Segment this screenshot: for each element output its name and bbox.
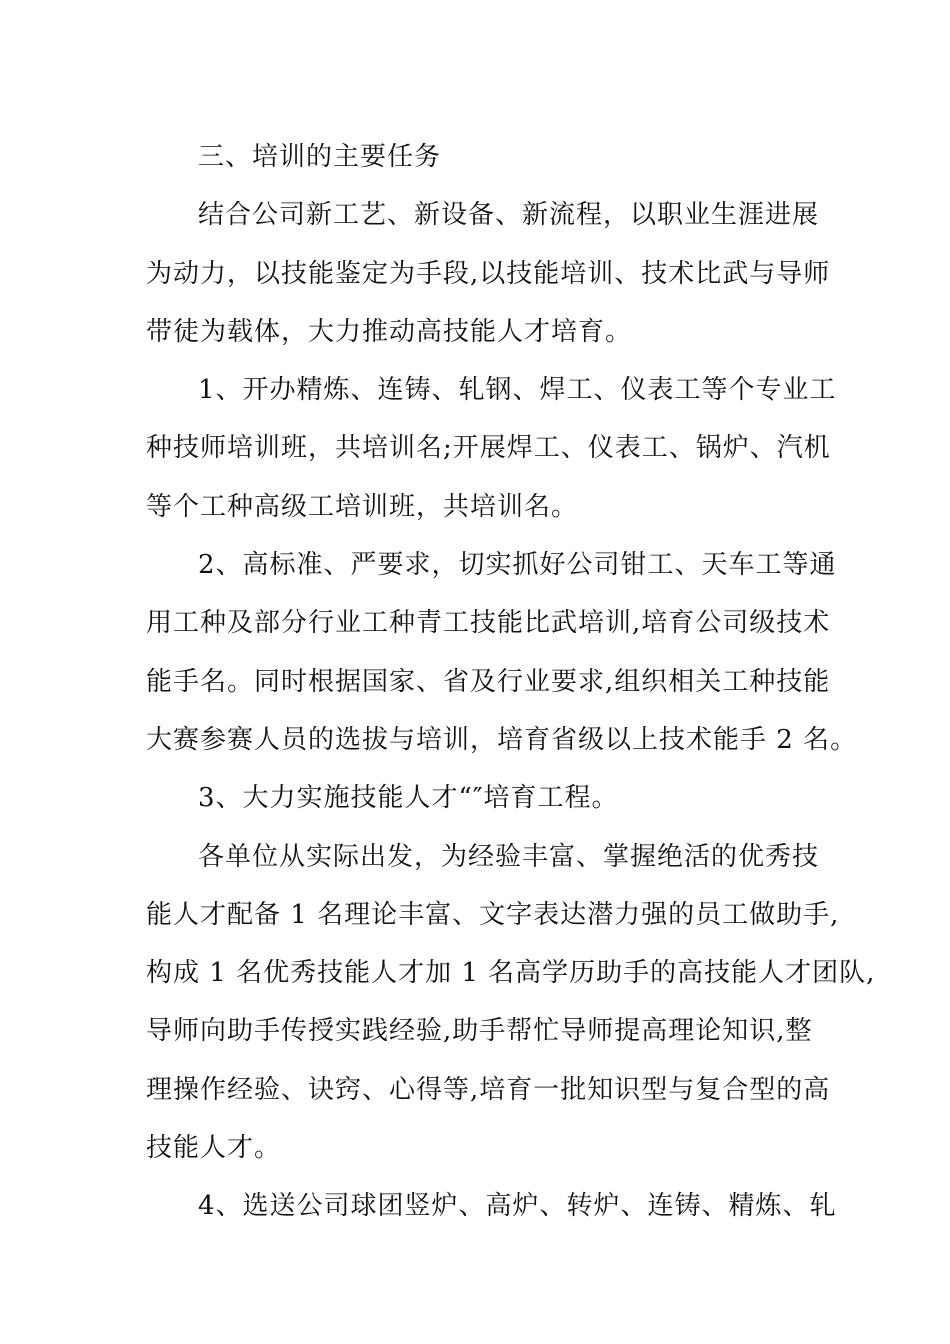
intro-paragraph <box>146 186 831 361</box>
item-1-paragraph <box>146 361 837 536</box>
paragraph-line: 等个工种高级工培训班，共培训名。 <box>146 491 579 522</box>
paragraph-line: 各单位从实际出发，为经验丰富、掌握绝活的优秀技 <box>198 841 820 872</box>
item-3-paragraph <box>146 769 811 827</box>
paragraph-line: 3、大力实施技能人才“″培育工程。 <box>198 783 619 814</box>
paragraph-line: 结合公司新工艺、新设备、新流程，以职业生涯进展 <box>198 200 820 231</box>
paragraph-line: 为动力，以技能鉴定为手段,以技能培训、技术比武与导师 <box>146 258 831 289</box>
team-paragraph <box>146 828 876 1178</box>
section-heading: 三、培训的主要任务 <box>198 142 442 172</box>
item-4-paragraph <box>146 1177 837 1235</box>
paragraph-line: 1、开办精炼、连铸、轧钢、焊工、仪表工等个专业工 <box>198 375 837 406</box>
paragraph-line: 能手名。同时根据国家、省及行业要求,组织相关工种技能 <box>146 666 831 697</box>
paragraph-line: 2、高标准、严要求，切实抓好公司钳工、天车工等通 <box>198 550 837 581</box>
paragraph-line: 导师向助手传授实践经验,助手帮忙导师提高理论知识,整 <box>146 1016 813 1047</box>
paragraph-line: 技能人才。 <box>146 1133 282 1164</box>
paragraph-line: 带徒为载体，大力推动高技能人才培育。 <box>146 316 633 347</box>
document-body <box>146 128 876 1236</box>
paragraph-line: 大赛参赛人员的选拔与培训，培育省级以上技术能手 2 名。 <box>146 724 858 755</box>
paragraph-line: 构成 1 名优秀技能人才加 1 名高学历助手的高技能人才团队, <box>146 958 876 989</box>
paragraph-line: 种技师培训班，共培训名;开展焊工、仪表工、锅炉、汽机 <box>146 433 831 464</box>
paragraph-line: 用工种及部分行业工种青工技能比武培训,培育公司级技术 <box>146 608 831 639</box>
paragraph-line: 理操作经验、诀窍、心得等,培育一批知识型与复合型的高 <box>146 1074 831 1105</box>
paragraph-line: 能人才配备 1 名理论丰富、文字表达潜力强的员工做助手, <box>146 899 840 930</box>
paragraph-line: 4、选送公司球团竖炉、高炉、转炉、连铸、精炼、轧 <box>198 1191 837 1222</box>
item-2-paragraph <box>146 536 858 769</box>
